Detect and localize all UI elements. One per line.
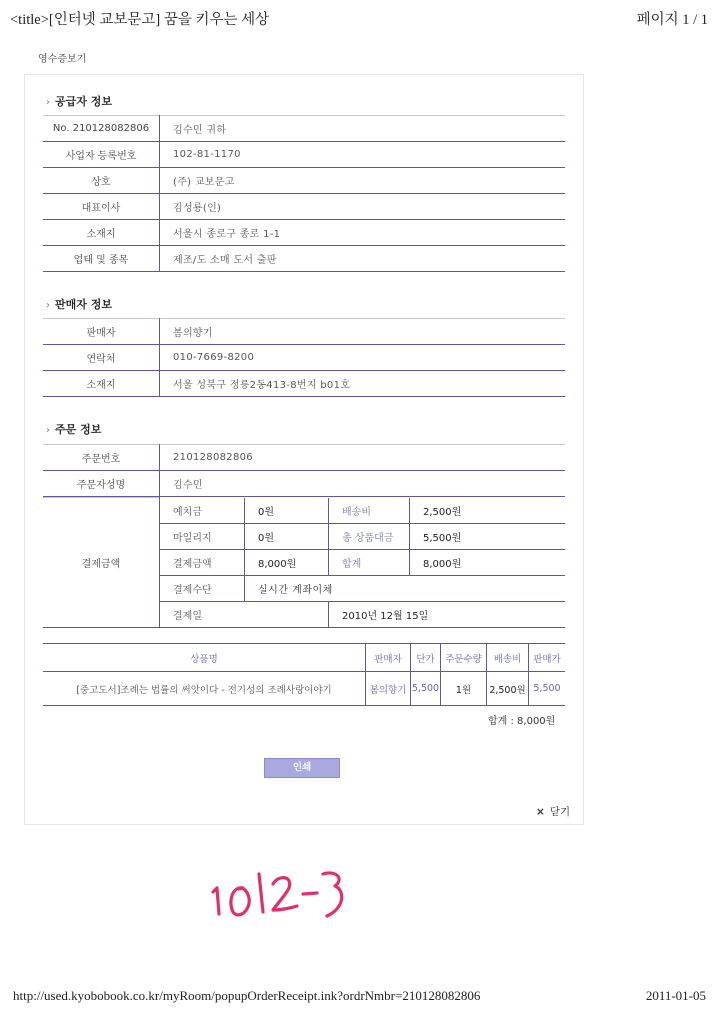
table-row	[43, 246, 565, 272]
print-header-page: 페이지 1 / 1	[636, 12, 708, 28]
supplier-section-title: › 공급자 정보	[46, 95, 112, 108]
order-section-title: › 주문 정보	[46, 423, 102, 436]
table-value: 010-7669-8200	[160, 345, 566, 371]
table-value: 102-81-1170	[160, 142, 566, 168]
column-header: 판매자	[366, 644, 411, 672]
payment-key: 예치금	[160, 498, 245, 524]
table-value: (주) 교보문고	[160, 168, 566, 194]
table-label: 대표이사	[43, 194, 160, 220]
table-label: 사업자 등록번호	[43, 142, 160, 168]
print-footer-date: 2011-01-05	[645, 988, 706, 1003]
column-header: 상품명	[43, 644, 366, 672]
table-value: 210128082806	[160, 445, 566, 471]
table-row	[43, 142, 565, 168]
chevron-right-icon: ›	[46, 425, 50, 436]
table-row	[43, 116, 565, 142]
table-row	[43, 345, 565, 371]
chevron-right-icon: ›	[46, 97, 50, 108]
item-price: 5,500	[411, 672, 441, 706]
payment-value: 0원	[245, 523, 329, 549]
popup-title: 영수증보기	[38, 54, 87, 65]
payment-value: 8,000원	[245, 549, 329, 575]
print-button[interactable]: 인쇄	[264, 758, 340, 778]
table-row	[43, 445, 565, 471]
payment-table	[43, 497, 565, 628]
table-row	[43, 194, 565, 220]
table-label: 업태 및 종목	[43, 246, 160, 272]
table-label: 연락처	[43, 345, 160, 371]
payment-date-label: 결제일	[160, 601, 329, 627]
payment-key: 배송비	[329, 498, 410, 524]
payment-key: 합계	[329, 549, 410, 575]
payment-date-value: 2010년 12월 15일	[329, 601, 566, 627]
print-header-title: <title>[인터넷 교보문고] 꿈을 키우는 세상	[10, 12, 270, 28]
item-seller: 봄의향기	[366, 672, 411, 706]
item-quantity: 1원	[441, 672, 487, 706]
seller-table	[43, 318, 565, 397]
table-value: 제조/도 소매 도서 출판	[160, 246, 566, 272]
payment-value: 8,000원	[410, 549, 566, 575]
items-table	[43, 643, 565, 706]
order-table	[43, 444, 565, 497]
payment-key: 마일리지	[160, 523, 245, 549]
table-label: 주문번호	[43, 445, 160, 471]
table-row	[43, 672, 565, 706]
payment-value: 2,500원	[410, 498, 566, 524]
payment-key: 총 상품대금	[329, 523, 410, 549]
chevron-right-icon: ›	[46, 300, 50, 311]
table-row	[43, 498, 565, 524]
table-value: 김수민 귀하	[160, 116, 566, 142]
table-label: No. 210128082806	[43, 116, 160, 142]
order-total: 합계 : 8,000원	[488, 716, 556, 727]
close-icon: ×	[536, 806, 545, 818]
table-label: 소재지	[43, 371, 160, 397]
close-label: 닫기	[549, 806, 571, 818]
table-value: 김성룡(인)	[160, 194, 566, 220]
table-row	[43, 220, 565, 246]
payment-key: 결제금액	[160, 549, 245, 575]
table-value: 서울 성북구 정릉2동413-8번지 b01호	[160, 371, 566, 397]
print-footer-url: http://used.kyobobook.co.kr/myRoom/popupOrderReceipt.ink?ordrNmbr=210128082806	[13, 988, 481, 1003]
column-header: 단가	[411, 644, 441, 672]
column-header: 배송비	[487, 644, 529, 672]
column-header: 판매가	[529, 644, 566, 672]
table-label: 주문자성명	[43, 471, 160, 497]
payment-method-value: 실시간 계좌이체	[245, 575, 566, 601]
item-shipping: 2,500원	[487, 672, 529, 706]
payment-value: 5,500원	[410, 523, 566, 549]
table-row	[43, 168, 565, 194]
table-value: 봄의향기	[160, 319, 566, 345]
item-title[interactable]: [중고도서]조례는 법률의 써앗이다 - 전기성의 조례사랑이야기	[43, 672, 366, 706]
payment-value: 0원	[245, 498, 329, 524]
table-label: 소재지	[43, 220, 160, 246]
payment-method-label: 결제수단	[160, 575, 245, 601]
handwritten-annotation	[205, 862, 350, 920]
table-header-row	[43, 644, 565, 672]
table-row	[43, 319, 565, 345]
table-value: 김수민	[160, 471, 566, 497]
table-value: 서울시 종로구 종로 1-1	[160, 220, 566, 246]
close-button[interactable]	[536, 804, 570, 819]
supplier-table	[43, 115, 565, 272]
payment-label: 결제금액	[43, 498, 160, 628]
table-label: 판매자	[43, 319, 160, 345]
seller-section-title: › 판매자 정보	[46, 298, 112, 311]
item-sale-price: 5,500	[529, 672, 566, 706]
table-label: 상호	[43, 168, 160, 194]
table-row	[43, 471, 565, 497]
table-row	[43, 371, 565, 397]
column-header: 주문수량	[441, 644, 487, 672]
